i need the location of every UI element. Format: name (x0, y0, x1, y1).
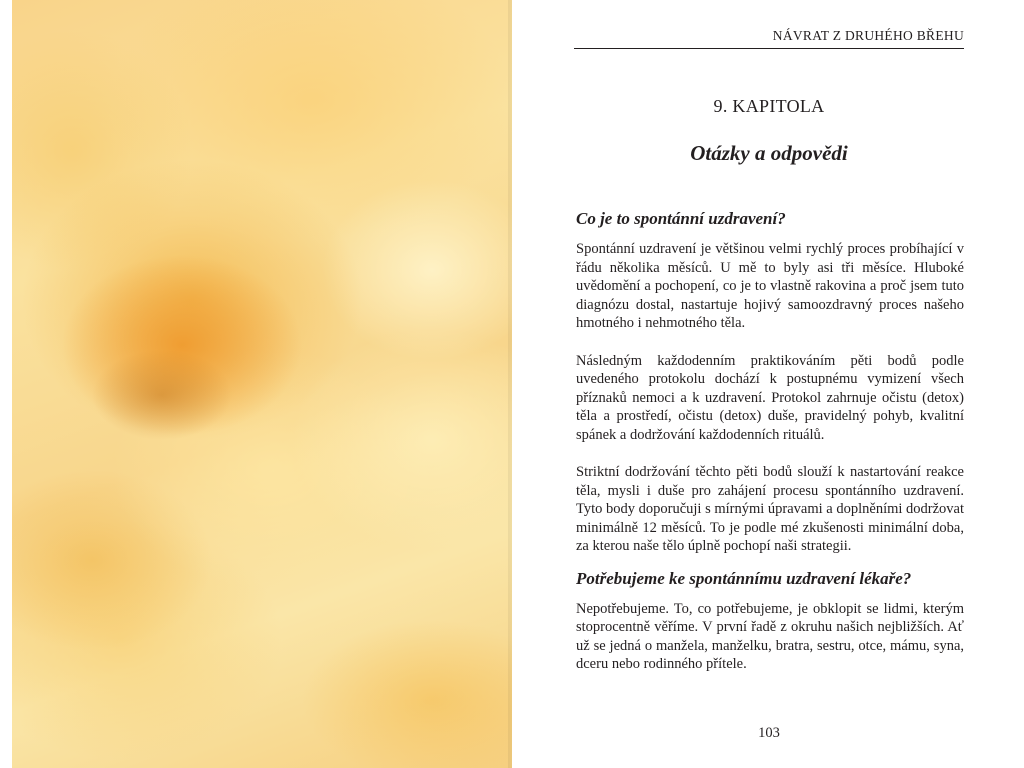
page-number: 103 (758, 725, 780, 741)
chapter-label: 9. KAPITOLA (713, 96, 825, 116)
question-heading: Co je to spontánní uzdravení? (576, 209, 786, 228)
paragraph: Spontánní uzdravení je většinou velmi rychlý proces probíhající v řádu několika měsíců. U mě to byly asi tři měsíce. Hluboké uvědomění a pochopení, co je to vlastně rakovina a proč jsem tuto diagnózu dostal, nastartuje hojivý samoozdravný proces našeho hmotného i nehmotného těla. (576, 241, 964, 331)
question-heading: Potřebujeme ke spontánnímu uzdravení lékaře? (576, 568, 912, 588)
running-header: NÁVRAT Z DRUHÉHO BŘEHU (772, 28, 964, 43)
paragraph: Následným každodenním praktikováním pěti bodů podle uvedeného protokolu dochází k postupnému vymizení všech příznaků nemoci a k uzdravení. Protokol zahrnuje očistu (detox) těla a prostředí, očistu (detox) duše, pravidelný pohyb, kvalitní spánek a dodržování každodenních rituálů. (576, 352, 964, 443)
watercolor-illustration (12, 0, 512, 768)
right-page (512, 0, 1024, 768)
paragraph: Striktní dodržování těchto pěti bodů slouží k nastartování reakce těla, mysli i duše pro zahájení procesu spontánního uzdravení. Tyto body doporučuji s mírnými úpravami a doplněními dodržovat minimálně 12 měsíců. To je podle mé zkušenosti minimální doba, za kterou naše tělo úplně pochopí naši strategii. (576, 464, 965, 554)
chapter-title: Otázky a odpovědi (690, 141, 848, 165)
paragraph: Nepotřebujeme. To, co potřebujeme, je obklopit se lidmi, kterým stoprocentně věříme. V první řadě z okruhu našich nejbližších. Ať už se jedná o manžela, manželku, bratra, sestru, otce, mámu, syna, dceru nebo rodinného přítele. (576, 600, 964, 672)
chapter-body (576, 208, 964, 693)
header-rule (574, 48, 964, 49)
